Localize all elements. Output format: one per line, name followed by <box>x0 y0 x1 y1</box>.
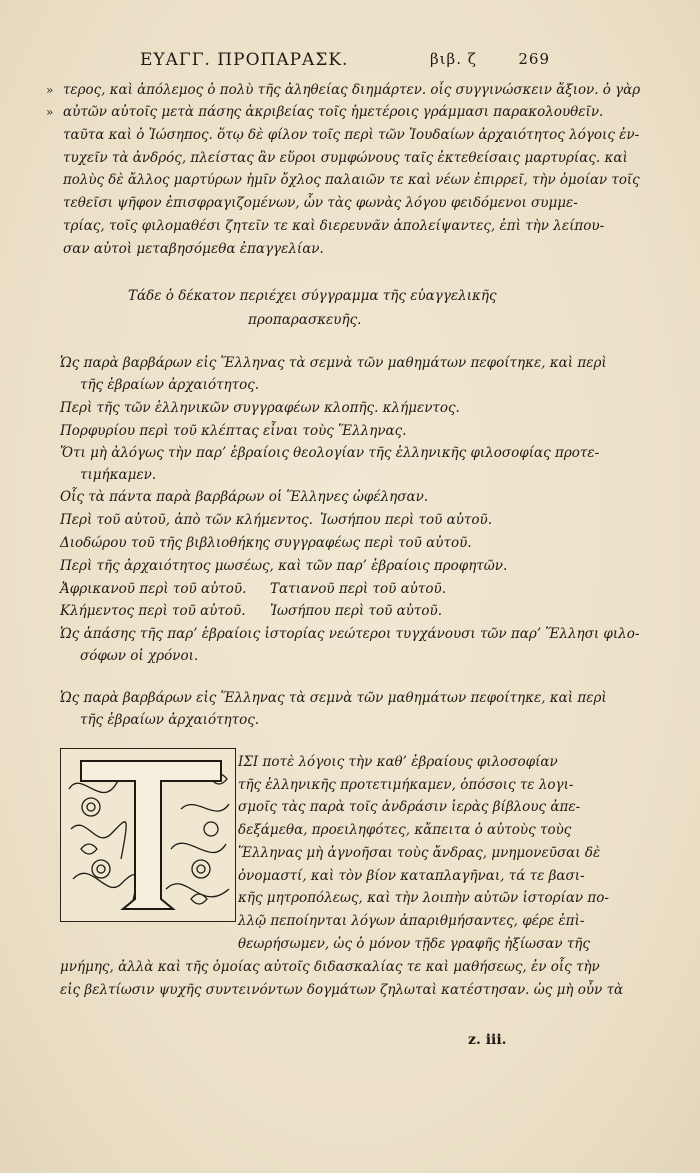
contents-entry: Ἀφρικανοῦ περὶ τοῦ αὐτοῦ. <box>60 581 247 597</box>
contents-entry: τῆς ἑβραίων ἀρχαιότητος. <box>80 377 260 393</box>
contents-entry: Ὅτι μὴ ἀλόγως τὴν παρ’ ἑβραίοις θεολογίαν τῆς ἑλληνικῆς φιλοσοφίας προτε- <box>60 445 600 461</box>
heading-line: Τάδε ὁ δέκατον περιέχει σύγγραμμα τῆς εὐαγγελικῆς <box>128 288 497 304</box>
contents-entry: Τατιανοῦ περὶ τοῦ αὐτοῦ. <box>270 581 446 597</box>
running-header <box>140 50 550 74</box>
contents-entry: Οἷς τὰ πάντα παρὰ βαρβάρων οἱ Ἕλληνες ὠφέλησαν. <box>60 489 429 505</box>
text-line: εἰς βελτίωσιν ψυχῆς συντεινόντων δογμάτων ζηλωταὶ κατέστησαν. ὡς μὴ οὖν τὰ <box>60 982 624 998</box>
page-number: 269 <box>518 50 550 68</box>
book-number: βιβ. ζ <box>430 50 477 68</box>
chapter-title-line: Ὡς παρὰ βαρβάρων εἰς Ἕλληνας τὰ σεμνὰ τῶν μαθημάτων πεφοίτηκε, καὶ περὶ <box>60 690 607 706</box>
signature-mark: z. iii. <box>468 1032 507 1048</box>
contents-entry: Πορφυρίου περὶ τοῦ κλέπτας εἶναι τοὺς Ἕλληνας. <box>60 423 407 439</box>
text-line: πολὺς δὲ ἄλλος μαρτύρων ἡμῖν ὄχλος παλαιῶν τε καὶ νέων ἐπιρρεῖ, τὴν ὁμοίαν τοῖς <box>63 172 640 188</box>
text-line: ταῦτα καὶ ὁ Ἰώσηπος. ὅτῳ δὲ φίλον τοῖς περὶ τῶν Ἰουδαίων ἀρχαιότητος λόγοις ἐν- <box>63 127 640 143</box>
text-line: λλῷ πεποίηνται λόγων ἀπαριθμήσαντες, φέρε ἐπὶ- <box>238 913 585 929</box>
contents-entry: Ὡς ἁπάσης τῆς παρ’ ἑβραίοις ἱστορίας νεώτεροι τυγχάνουσι τῶν παρ’ Ἕλλησι φιλο- <box>60 626 640 642</box>
text-line: ὀνομαστί, καὶ τὸν βίον καταπλαγῆναι, τά τε βασι- <box>238 868 585 884</box>
text-line: Ἕλληνας μὴ ἀγνοῆσαι τοὺς ἄνδρας, μνημονεῦσαι δὲ <box>238 845 601 861</box>
text-line: σμοῖς τὰς παρὰ τοῖς ἀνδράσιν ἱερὰς βίβλους ἀπε- <box>238 799 581 815</box>
text-line: μνήμης, ἀλλὰ καὶ τῆς ὁμοίας αὐτοῖς διδασκαλίας τε καὶ μαθήσεως, ἐν οἷς τὴν <box>60 959 600 975</box>
contents-entry: Περὶ τοῦ αὐτοῦ, ἀπὸ τῶν κλήμεντος. <box>60 512 313 528</box>
text-line: τερος, καὶ ἀπόλεμος ὁ πολὺ τῆς ἀληθείας διημάρτεν. οἷς συγγινώσκειν ἄξιον. ὁ γὰρ <box>63 82 641 98</box>
contents-entry: Ἰωσήπου περὶ τοῦ αὐτοῦ. <box>320 512 492 528</box>
text-line: αὐτῶν αὐτοῖς μετὰ πάσης ἀκριβείας τοῖς ἡμετέροις γράμμασι παρακολουθεῖν. <box>63 104 604 120</box>
quotation-mark: » <box>46 105 54 119</box>
text-line: δεξάμεθα, προειληφότες, κἄπειτα ὁ αὐτοὺς τοὺς <box>238 822 572 838</box>
text-line: τυχεῖν τὰ ἀνδρός, πλείστας ἂν εὕροι συμφώνους ταῖς ἐκτεθείσαις μαρτυρίας. καὶ <box>63 150 628 166</box>
contents-entry: τιμήκαμεν. <box>80 467 157 483</box>
contents-entry: Διοδώρου τοῦ τῆς βιβλιοθήκης συγγραφέως περὶ τοῦ αὐτοῦ. <box>60 535 472 551</box>
text-line: τῆς ἑλληνικῆς προτετιμήκαμεν, ὁπόσοις τε λογι- <box>238 777 574 793</box>
ornament-image <box>61 749 235 921</box>
text-line: τρίας, τοῖς φιλομαθέσι ζητεῖν τε καὶ διερευνᾶν ἀπολείψαντες, ἐπὶ τὴν λείπου- <box>63 218 605 234</box>
quotation-mark: » <box>46 83 54 97</box>
text-line: κῆς μητροπόλεως, καὶ τὴν λοιπὴν αὐτῶν ἱστορίαν πο- <box>238 890 609 906</box>
decorated-initial-letter <box>60 748 236 922</box>
chapter-title-line: τῆς ἑβραίων ἀρχαιότητος. <box>80 712 260 728</box>
contents-entry: Περὶ τῆς ἀρχαιότητος μωσέως, καὶ τῶν παρ’ ἑβραίοις προφητῶν. <box>60 558 508 574</box>
contents-entry: Περὶ τῆς τῶν ἑλληνικῶν συγγραφέων κλοπῆς. κλήμεντος. <box>60 400 460 416</box>
contents-entry: σόφων οἱ χρόνοι. <box>80 648 199 664</box>
text-line: θεωρήσωμεν, ὡς ὁ μόνον τῇδε γραφῆς ἠξίωσαν τῆς <box>238 936 590 952</box>
text-line: σαν αὐτοὶ μεταβησόμεθα ἐπαγγελίαν. <box>63 241 324 257</box>
heading-line: προπαρασκευῆς. <box>248 312 362 328</box>
contents-entry: Κλήμεντος περὶ τοῦ αὐτοῦ. <box>60 603 246 619</box>
text-line: ΙΣΙ ποτὲ λόγοις τὴν καθ’ ἑβραίους φιλοσοφίαν <box>238 754 558 770</box>
text-line: τεθεῖσι ψῆφον ἐπισφραγιζομένων, ὧν τὰς φωνὰς λόγου φειδόμενοι συμμε- <box>63 195 578 211</box>
contents-entry: Ἰωσήπου περὶ τοῦ αὐτοῦ. <box>270 603 442 619</box>
running-title: ΕΥΑΓΓ. ΠΡΟΠΑΡΑΣΚ. <box>140 50 349 70</box>
contents-entry: Ὡς παρὰ βαρβάρων εἰς Ἕλληνας τὰ σεμνὰ τῶν μαθημάτων πεφοίτηκε, καὶ περὶ <box>60 355 607 371</box>
